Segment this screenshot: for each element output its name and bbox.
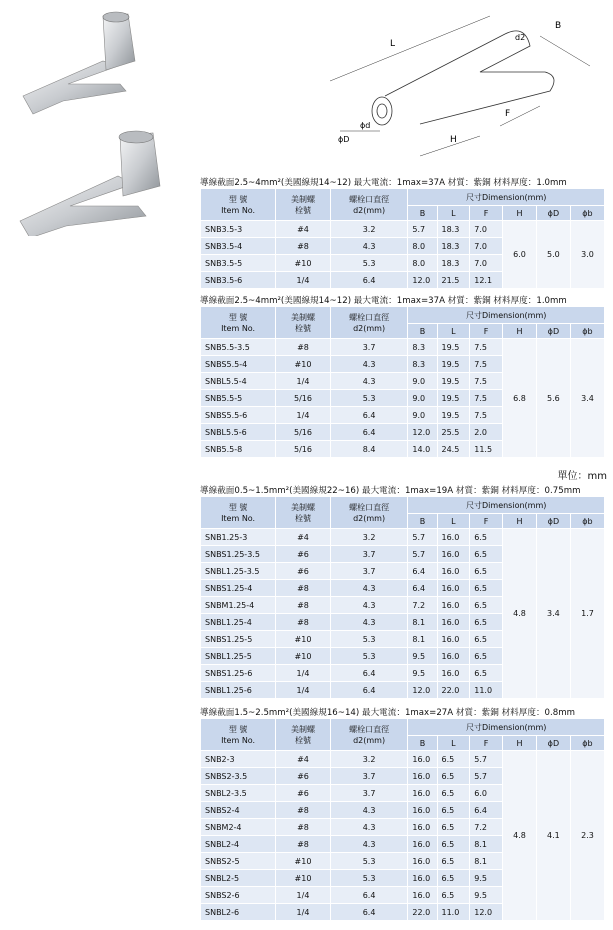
header-d2-unit: d2(mm): [353, 205, 386, 215]
cell-item: SNBS2-5: [201, 853, 276, 870]
cell-item: SNBS2-6: [201, 887, 276, 904]
cell-us-bolt: #8: [276, 802, 331, 819]
cell-L: 18.3: [437, 255, 470, 272]
cell-us-bolt: #6: [276, 768, 331, 785]
header-us-bolt: [276, 497, 331, 529]
cell-B: 16.0: [408, 819, 437, 836]
cell-B: 9.0: [408, 390, 437, 407]
cell-H: 6.8: [502, 339, 536, 458]
header-d2: [330, 189, 408, 221]
cell-us-bolt: 1/4: [276, 904, 331, 921]
terminal-photo-large: [20, 131, 160, 236]
cell-L: 24.5: [437, 441, 470, 458]
terminal-photo-small: [23, 12, 135, 114]
cell-F: 11.5: [470, 441, 503, 458]
cell-d2: 6.4: [330, 407, 408, 424]
header-us-cn-2: 栓號: [294, 205, 311, 215]
cell-F: 12.0: [470, 904, 503, 921]
cell-item: SNBS1.25-4: [201, 580, 276, 597]
cell-F: 7.0: [470, 221, 503, 238]
header-model-cn: 型 號: [228, 502, 248, 512]
cell-d2: 4.3: [330, 238, 408, 255]
cell-item: SNBL1.25-6: [201, 682, 276, 699]
cell-D: 3.4: [536, 529, 570, 699]
cell-D: 5.0: [536, 221, 570, 289]
cell-item: SNBL1.25-5: [201, 648, 276, 665]
cell-d2: 4.3: [330, 802, 408, 819]
cell-B: 6.4: [408, 563, 437, 580]
cell-us-bolt: #8: [276, 238, 331, 255]
cell-item: SNBS5.5-6: [201, 407, 276, 424]
cell-us-bolt: #8: [276, 597, 331, 614]
cell-us-bolt: 5/16: [276, 390, 331, 407]
cell-d2: 4.3: [330, 614, 408, 631]
cell-F: 6.5: [470, 529, 503, 546]
cell-L: 22.0: [437, 682, 470, 699]
cell-us-bolt: #6: [276, 785, 331, 802]
cell-F: 8.1: [470, 836, 503, 853]
cell-us-bolt: #6: [276, 546, 331, 563]
cell-item: SNB3.5-3: [201, 221, 276, 238]
cell-B: 16.0: [408, 853, 437, 870]
cell-item: SNBL2-4: [201, 836, 276, 853]
cell-F: 7.5: [470, 339, 503, 356]
header-col: B: [408, 514, 437, 529]
cell-L: 21.5: [437, 272, 470, 289]
cell-item: SNB5.5-5: [201, 390, 276, 407]
cell-item: SNB2-3: [201, 751, 276, 768]
header-col: ϕb: [570, 736, 604, 751]
cell-B: 5.7: [408, 221, 437, 238]
cell-L: 16.0: [437, 580, 470, 597]
cell-item: SNBS1.25-6: [201, 665, 276, 682]
cell-L: 6.5: [437, 853, 470, 870]
header-col: ϕD: [536, 514, 570, 529]
cell-d2: 3.7: [330, 785, 408, 802]
header-us-bolt: [276, 307, 331, 339]
header-col: F: [470, 324, 503, 339]
cell-L: 6.5: [437, 802, 470, 819]
header-us-cn-1: 美制螺: [290, 724, 315, 734]
header-col: H: [502, 736, 536, 751]
header-us-bolt: [276, 719, 331, 751]
cell-d2: 6.4: [330, 887, 408, 904]
cell-F: 6.5: [470, 580, 503, 597]
header-model: [201, 307, 276, 339]
cell-B: 8.3: [408, 356, 437, 373]
cell-F: 11.0: [470, 682, 503, 699]
cell-us-bolt: #8: [276, 339, 331, 356]
cell-B: 8.3: [408, 339, 437, 356]
cell-b: 2.3: [570, 751, 604, 921]
cell-L: 25.5: [437, 424, 470, 441]
cell-d2: 4.3: [330, 356, 408, 373]
header-col: ϕb: [570, 324, 604, 339]
cell-item: SNBL1.25-4: [201, 614, 276, 631]
spec-table: [200, 306, 605, 458]
cell-L: 6.5: [437, 870, 470, 887]
cell-D: 4.1: [536, 751, 570, 921]
cell-B: 16.0: [408, 768, 437, 785]
cell-d2: 4.3: [330, 836, 408, 853]
cell-L: 16.0: [437, 648, 470, 665]
cell-F: 5.7: [470, 768, 503, 785]
cell-F: 6.5: [470, 563, 503, 580]
cell-B: 16.0: [408, 751, 437, 768]
table-row: [201, 221, 605, 238]
cell-F: 6.5: [470, 631, 503, 648]
cell-L: 6.5: [437, 819, 470, 836]
cell-d2: 3.7: [330, 339, 408, 356]
cell-F: 7.5: [470, 356, 503, 373]
header-col: L: [437, 206, 470, 221]
cell-us-bolt: #8: [276, 836, 331, 853]
cell-F: 7.5: [470, 373, 503, 390]
cell-us-bolt: #8: [276, 819, 331, 836]
header-dimension: 尺寸Dimension(mm): [408, 307, 605, 324]
cell-item: SNB5.5-8: [201, 441, 276, 458]
label-d: ϕd: [360, 121, 371, 130]
cell-us-bolt: #8: [276, 614, 331, 631]
cell-F: 6.5: [470, 648, 503, 665]
cell-item: SNBL2-5: [201, 870, 276, 887]
cell-B: 16.0: [408, 785, 437, 802]
header-model-cn: 型 號: [228, 724, 248, 734]
header-d2-cn: 螺栓口直徑: [349, 502, 390, 512]
header-col: H: [502, 206, 536, 221]
cell-d2: 6.4: [330, 272, 408, 289]
cell-us-bolt: 5/16: [276, 424, 331, 441]
header-d2-unit: d2(mm): [353, 513, 386, 523]
cell-B: 5.7: [408, 529, 437, 546]
header-us-cn-1: 美制螺: [290, 502, 315, 512]
header-dimension: 尺寸Dimension(mm): [408, 497, 605, 514]
cell-us-bolt: #10: [276, 255, 331, 272]
header-d2-cn: 螺栓口直徑: [349, 194, 390, 204]
cell-L: 19.5: [437, 390, 470, 407]
cell-b: 3.4: [570, 339, 604, 458]
label-F: F: [505, 109, 511, 119]
cell-L: 19.5: [437, 339, 470, 356]
cell-L: 11.0: [437, 904, 470, 921]
cell-D: 5.6: [536, 339, 570, 458]
cell-d2: 3.7: [330, 768, 408, 785]
unit-label: 單位：mm: [557, 471, 607, 482]
cell-item: SNBS2-4: [201, 802, 276, 819]
cell-B: 12.0: [408, 272, 437, 289]
cell-us-bolt: 5/16: [276, 441, 331, 458]
cell-d2: 4.3: [330, 373, 408, 390]
cell-B: 16.0: [408, 887, 437, 904]
header-d2-cn: 螺栓口直徑: [349, 312, 390, 322]
cell-item: SNB5.5-3.5: [201, 339, 276, 356]
cell-L: 6.5: [437, 768, 470, 785]
cell-L: 16.0: [437, 631, 470, 648]
header-d2: [330, 719, 408, 751]
cell-us-bolt: #10: [276, 356, 331, 373]
label-d2: d2: [515, 33, 526, 42]
cell-F: 9.5: [470, 870, 503, 887]
header-d2-unit: d2(mm): [353, 323, 386, 333]
cell-H: 4.8: [502, 751, 536, 921]
header-model-cn: 型 號: [228, 194, 248, 204]
cell-us-bolt: #8: [276, 580, 331, 597]
cell-us-bolt: 1/4: [276, 272, 331, 289]
cell-d2: 4.3: [330, 819, 408, 836]
table-spec: 導線截面2.5~4mm²(美國線規14~12) 最大電流：1max=37A 材質：紫銅 材料厚度：1.0mm: [200, 178, 567, 188]
table-spec: 導線截面0.5~1.5mm²(美國線規22~16) 最大電流：1max=19A 材質：紫銅 材料厚度：0.75mm: [200, 486, 581, 496]
label-D: ϕD: [338, 135, 350, 144]
cell-L: 6.5: [437, 751, 470, 768]
cell-F: 6.5: [470, 546, 503, 563]
cell-b: 1.7: [570, 529, 604, 699]
cell-us-bolt: 1/4: [276, 373, 331, 390]
spade-terminal-photos: [8, 6, 168, 236]
cell-B: 9.5: [408, 648, 437, 665]
spec-table: [200, 718, 605, 921]
label-L: L: [390, 39, 396, 49]
cell-item: SNBS2-3.5: [201, 768, 276, 785]
cell-us-bolt: #10: [276, 870, 331, 887]
cell-d2: 6.4: [330, 665, 408, 682]
cell-F: 8.1: [470, 853, 503, 870]
cell-B: 16.0: [408, 802, 437, 819]
cell-d2: 6.4: [330, 682, 408, 699]
cell-d2: 4.3: [330, 597, 408, 614]
cell-L: 19.5: [437, 407, 470, 424]
header-model-en: Item No.: [221, 735, 256, 745]
table-row: [201, 529, 605, 546]
header-us-cn-2: 栓號: [294, 323, 311, 333]
cell-L: 6.5: [437, 887, 470, 904]
cell-item: SNBS5.5-4: [201, 356, 276, 373]
cell-B: 7.2: [408, 597, 437, 614]
cell-d2: 3.7: [330, 546, 408, 563]
header-model-en: Item No.: [221, 513, 256, 523]
cell-B: 22.0: [408, 904, 437, 921]
header-col: ϕb: [570, 206, 604, 221]
cell-us-bolt: #4: [276, 221, 331, 238]
header-col: F: [470, 736, 503, 751]
cell-B: 5.7: [408, 546, 437, 563]
header-col: ϕD: [536, 324, 570, 339]
cell-B: 14.0: [408, 441, 437, 458]
cell-B: 8.0: [408, 255, 437, 272]
header-col: B: [408, 736, 437, 751]
cell-F: 6.0: [470, 785, 503, 802]
cell-L: 18.3: [437, 221, 470, 238]
cell-F: 9.5: [470, 887, 503, 904]
header-model-en: Item No.: [221, 323, 256, 333]
cell-item: SNB3.5-4: [201, 238, 276, 255]
cell-d2: 8.4: [330, 441, 408, 458]
header-us-cn-1: 美制螺: [290, 194, 315, 204]
cell-d2: 3.2: [330, 221, 408, 238]
cell-L: 16.0: [437, 614, 470, 631]
cell-us-bolt: 1/4: [276, 407, 331, 424]
cell-b: 3.0: [570, 221, 604, 289]
cell-B: 8.1: [408, 614, 437, 631]
cell-F: 12.1: [470, 272, 503, 289]
header-us-cn-2: 栓號: [294, 513, 311, 523]
cell-item: SNBL5.5-6: [201, 424, 276, 441]
cell-B: 9.0: [408, 407, 437, 424]
cell-F: 6.5: [470, 597, 503, 614]
cell-us-bolt: #10: [276, 648, 331, 665]
header-col: H: [502, 324, 536, 339]
header-model-en: Item No.: [221, 205, 256, 215]
cell-B: 8.1: [408, 631, 437, 648]
header-dimension: 尺寸Dimension(mm): [408, 189, 605, 206]
cell-B: 16.0: [408, 870, 437, 887]
cell-H: 4.8: [502, 529, 536, 699]
cell-us-bolt: #10: [276, 853, 331, 870]
cell-d2: 3.2: [330, 529, 408, 546]
header-col: L: [437, 324, 470, 339]
header-col: L: [437, 736, 470, 751]
cell-item: SNBL2-6: [201, 904, 276, 921]
cell-d2: 4.3: [330, 580, 408, 597]
cell-us-bolt: #10: [276, 631, 331, 648]
cell-item: SNBM1.25-4: [201, 597, 276, 614]
cell-B: 12.0: [408, 682, 437, 699]
dimension-drawing: [310, 6, 610, 166]
header-col: B: [408, 206, 437, 221]
spec-table: [200, 496, 605, 699]
cell-B: 9.5: [408, 665, 437, 682]
cell-L: 16.0: [437, 563, 470, 580]
header-col: F: [470, 514, 503, 529]
header-col: H: [502, 514, 536, 529]
label-B: B: [555, 21, 562, 31]
cell-L: 6.5: [437, 785, 470, 802]
header-d2-unit: d2(mm): [353, 735, 386, 745]
cell-d2: 6.4: [330, 424, 408, 441]
header-model-cn: 型 號: [228, 312, 248, 322]
cell-d2: 3.7: [330, 563, 408, 580]
header-model: [201, 719, 276, 751]
cell-B: 6.4: [408, 580, 437, 597]
header-col: F: [470, 206, 503, 221]
cell-item: SNB3.5-6: [201, 272, 276, 289]
cell-us-bolt: #4: [276, 529, 331, 546]
cell-L: 16.0: [437, 546, 470, 563]
cell-d2: 5.3: [330, 853, 408, 870]
header-us-bolt: [276, 189, 331, 221]
header-col: ϕD: [536, 736, 570, 751]
cell-B: 8.0: [408, 238, 437, 255]
cell-d2: 5.3: [330, 631, 408, 648]
cell-us-bolt: #6: [276, 563, 331, 580]
table-spec: 導線截面1.5~2.5mm²(美國線規16~14) 最大電流：1max=27A 材質：紫銅 材料厚度：0.8mm: [200, 708, 575, 718]
header-us-cn-1: 美制螺: [290, 312, 315, 322]
cell-F: 7.2: [470, 819, 503, 836]
cell-B: 12.0: [408, 424, 437, 441]
table-spec: 導線截面2.5~4mm²(美國線規14~12) 最大電流：1max=37A 材質：紫銅 材料厚度：1.0mm: [200, 296, 567, 306]
cell-item: SNBM2-4: [201, 819, 276, 836]
cell-F: 7.0: [470, 255, 503, 272]
cell-L: 18.3: [437, 238, 470, 255]
cell-d2: 5.3: [330, 255, 408, 272]
cell-L: 16.0: [437, 597, 470, 614]
cell-F: 5.7: [470, 751, 503, 768]
header-model: [201, 189, 276, 221]
cell-us-bolt: #4: [276, 751, 331, 768]
cell-item: SNB3.5-5: [201, 255, 276, 272]
cell-F: 7.5: [470, 390, 503, 407]
cell-us-bolt: 1/4: [276, 682, 331, 699]
table-row: [201, 751, 605, 768]
cell-L: 19.5: [437, 373, 470, 390]
cell-d2: 5.3: [330, 390, 408, 407]
cell-us-bolt: 1/4: [276, 887, 331, 904]
cell-us-bolt: 1/4: [276, 665, 331, 682]
cell-F: 2.0: [470, 424, 503, 441]
cell-F: 6.5: [470, 614, 503, 631]
cell-item: SNBL5.5-4: [201, 373, 276, 390]
cell-L: 16.0: [437, 529, 470, 546]
cell-B: 16.0: [408, 836, 437, 853]
cell-F: 6.4: [470, 802, 503, 819]
cell-item: SNBL1.25-3.5: [201, 563, 276, 580]
header-d2: [330, 307, 408, 339]
header-col: ϕb: [570, 514, 604, 529]
header-d2-cn: 螺栓口直徑: [349, 724, 390, 734]
header-col: ϕD: [536, 206, 570, 221]
header-us-cn-2: 栓號: [294, 735, 311, 745]
spec-table: [200, 188, 605, 289]
cell-item: SNBL2-3.5: [201, 785, 276, 802]
header-col: B: [408, 324, 437, 339]
header-dimension: 尺寸Dimension(mm): [408, 719, 605, 736]
cell-d2: 5.3: [330, 648, 408, 665]
header-d2: [330, 497, 408, 529]
header-model: [201, 497, 276, 529]
label-H: H: [450, 135, 457, 145]
cell-item: SNBS1.25-5: [201, 631, 276, 648]
cell-F: 7.5: [470, 407, 503, 424]
cell-d2: 5.3: [330, 870, 408, 887]
cell-L: 16.0: [437, 665, 470, 682]
table-row: [201, 339, 605, 356]
cell-F: 7.0: [470, 238, 503, 255]
cell-item: SNBS1.25-3.5: [201, 546, 276, 563]
cell-d2: 6.4: [330, 904, 408, 921]
cell-H: 6.0: [502, 221, 536, 289]
header-col: L: [437, 514, 470, 529]
cell-B: 9.0: [408, 373, 437, 390]
cell-F: 6.5: [470, 665, 503, 682]
cell-d2: 3.2: [330, 751, 408, 768]
cell-L: 19.5: [437, 356, 470, 373]
cell-item: SNB1.25-3: [201, 529, 276, 546]
cell-L: 6.5: [437, 836, 470, 853]
